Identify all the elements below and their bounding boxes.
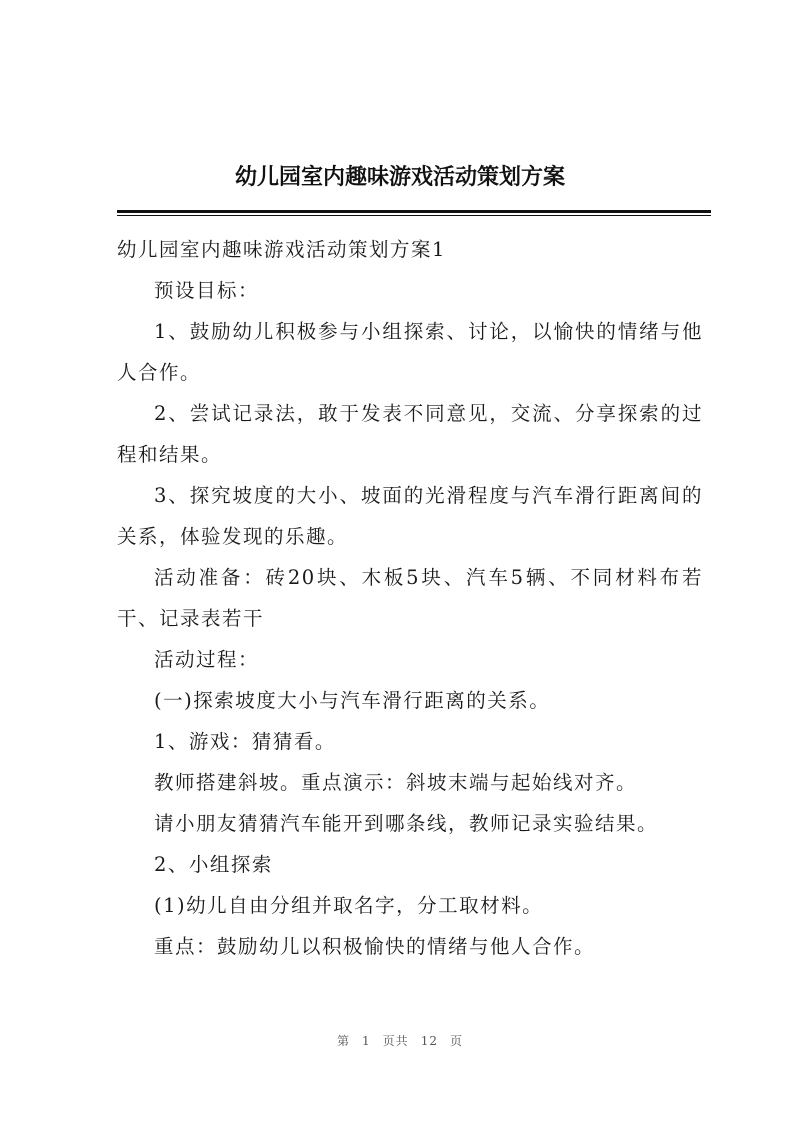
title-divider-thin bbox=[117, 215, 711, 216]
paragraph: 重点：鼓励幼儿以积极愉快的情绪与他人合作。 bbox=[154, 935, 596, 958]
footer-suffix: 页 bbox=[449, 1034, 463, 1048]
document-body bbox=[117, 229, 703, 967]
paragraph: 请小朋友猜猜汽车能开到哪条线，教师记录实验结果。 bbox=[154, 812, 659, 835]
document-title: 幼儿园室内趣味游戏活动策划方案 bbox=[234, 165, 565, 190]
paragraph: 教师搭建斜坡。重点演示：斜坡末端与起始线对齐。 bbox=[154, 771, 638, 794]
page-footer bbox=[0, 1032, 800, 1049]
footer-page-number: 1 bbox=[362, 1034, 371, 1048]
paragraph: 2、小组探索 bbox=[154, 853, 273, 876]
paragraph: (1)幼儿自由分组并取名字，分工取材料。 bbox=[154, 894, 544, 917]
footer-middle: 页共 bbox=[382, 1034, 409, 1048]
section-heading: 幼儿园室内趣味游戏活动策划方案1 bbox=[117, 238, 446, 261]
footer-total-pages: 12 bbox=[420, 1034, 438, 1048]
paragraph: 活动准备：砖20块、木板5块、汽车5辆、不同材料布若干、记录表若干 bbox=[117, 566, 703, 630]
paragraph: 3、探究坡度的大小、坡面的光滑程度与汽车滑行距离间的关系，体验发现的乐趣。 bbox=[117, 484, 703, 548]
title-divider bbox=[117, 210, 711, 213]
paragraph: 预设目标： bbox=[154, 279, 260, 302]
footer-prefix: 第 bbox=[337, 1034, 351, 1048]
paragraph: 1、鼓励幼儿积极参与小组探索、讨论，以愉快的情绪与他人合作。 bbox=[117, 320, 703, 384]
paragraph: 1、游戏：猜猜看。 bbox=[154, 730, 336, 753]
paragraph: (一)探索坡度大小与汽车滑行距离的关系。 bbox=[154, 689, 551, 712]
paragraph: 活动过程： bbox=[154, 648, 260, 671]
paragraph: 2、尝试记录法，敢于发表不同意见，交流、分享探索的过程和结果。 bbox=[117, 402, 703, 466]
